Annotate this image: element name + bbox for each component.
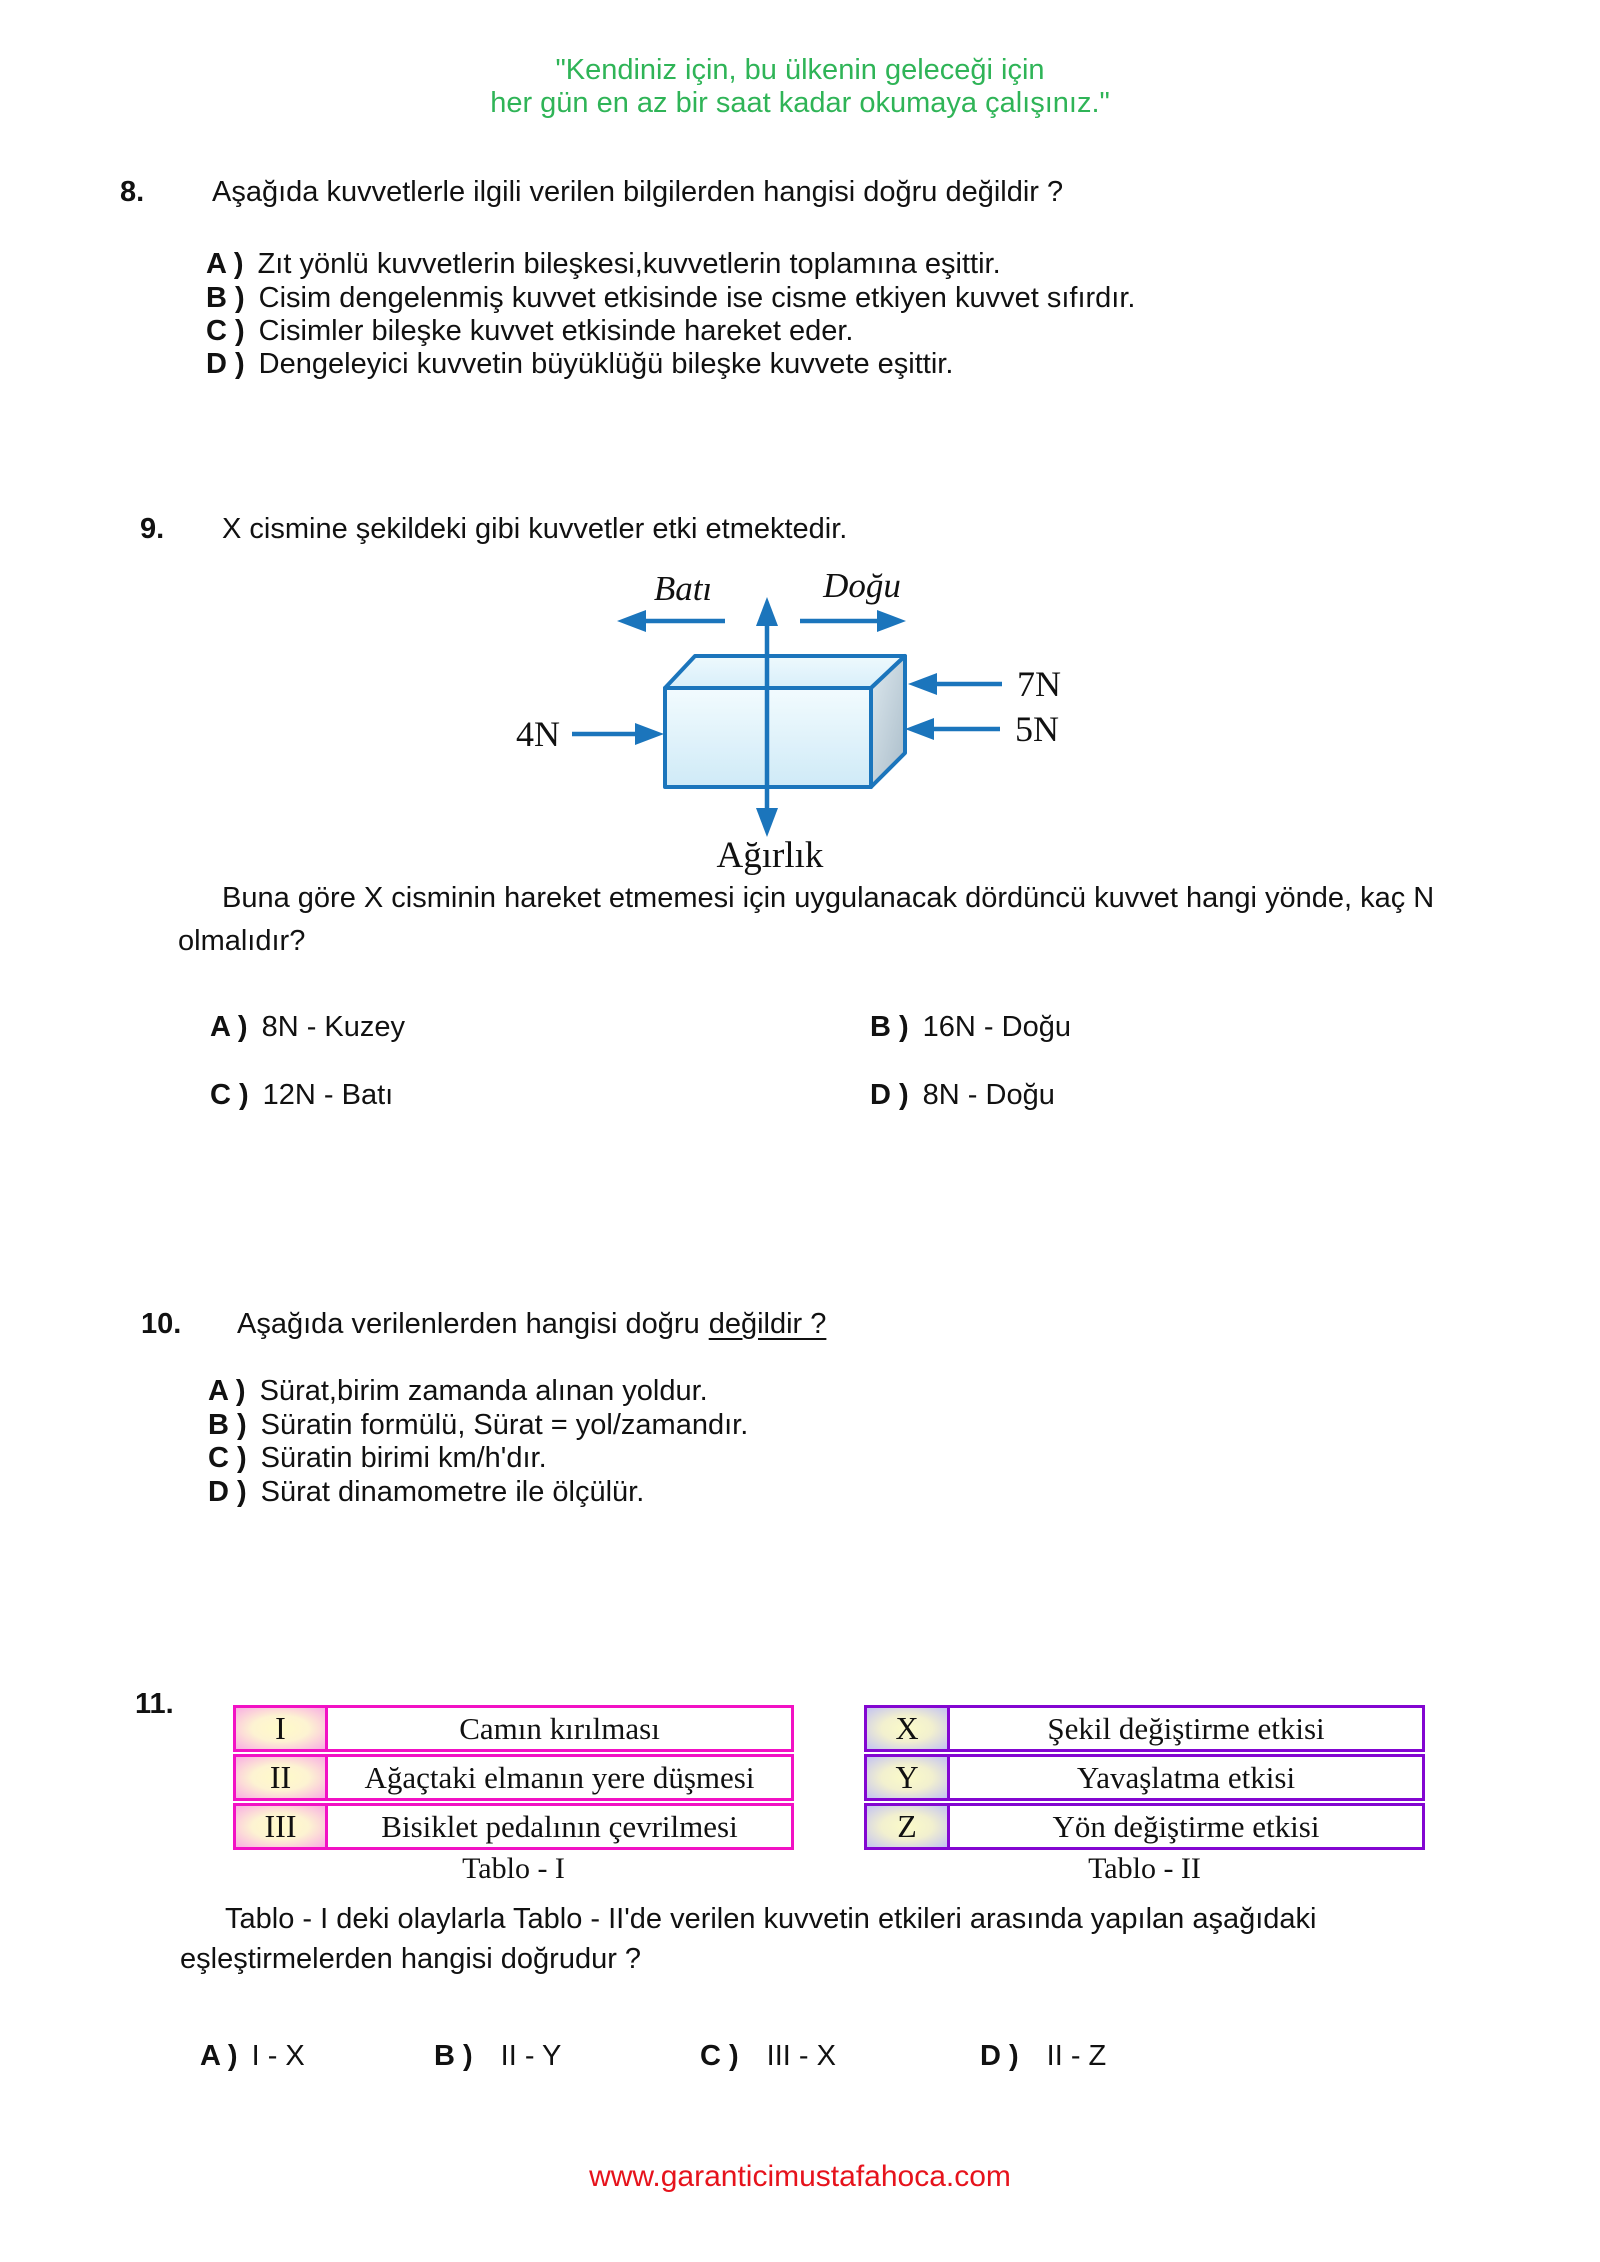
question-10-option-a: [208, 1375, 708, 1408]
question-10-number: 10.: [141, 1308, 182, 1340]
question-11-stem-line1: Tablo - I deki olaylarla Tablo - II'de verilen kuvvetin etkileri arasında yapılan aşağıdaki: [225, 1903, 1317, 1935]
option-text: Sürat dinamometre ile ölçülür.: [260, 1476, 645, 1508]
table-row: [864, 1803, 1425, 1850]
question-8-option-c: [206, 315, 853, 348]
table-key-cell: I: [236, 1708, 328, 1749]
question-10-option-d: [208, 1476, 644, 1509]
option-label: C ): [700, 2040, 739, 2072]
question-8-stem: Aşağıda kuvvetlerle ilgili verilen bilgilerden hangisi doğru değildir ?: [212, 176, 1064, 208]
option-text: 12N - Batı: [262, 1079, 394, 1111]
table-value-cell: Bisiklet pedalının çevrilmesi: [328, 1806, 791, 1847]
force-diagram: [430, 560, 1130, 910]
table-row: [233, 1705, 794, 1752]
option-text: Cisim dengelenmiş kuvvet etkisinde ise cisme etkiyen kuvvet sıfırdır.: [258, 282, 1136, 314]
option-label: A ): [200, 2040, 238, 2072]
question-8-option-b: [206, 282, 1135, 315]
option-label: C ): [206, 315, 245, 347]
force-7n-label: 7N: [1017, 664, 1061, 704]
table-key-cell: III: [236, 1806, 328, 1847]
table-2-caption: Tablo - II: [1088, 1852, 1201, 1885]
option-label: D ): [206, 348, 245, 380]
force-5n-label: 5N: [1015, 709, 1059, 749]
footer-url: www.garanticimustafahoca.com: [589, 2160, 1011, 2193]
option-label: D ): [980, 2040, 1019, 2072]
question-11-option-b: [434, 2040, 561, 2073]
option-text: 8N - Kuzey: [261, 1011, 406, 1043]
quote-line-1: "Kendiniz için, bu ülkenin geleceği için: [555, 54, 1045, 86]
question-9-stem: X cismine şekildeki gibi kuvvetler etki etmektedir.: [222, 513, 848, 545]
option-label: A ): [206, 248, 244, 280]
box-top-face: [665, 656, 905, 688]
option-text: Dengeleyici kuvvetin büyüklüğü bileşke kuvvete eşittir.: [258, 348, 954, 380]
table-row: [864, 1705, 1425, 1752]
question-11-stem-line2: eşleştirmelerden hangisi doğrudur ?: [180, 1943, 642, 1975]
table-key-cell: X: [867, 1708, 950, 1749]
question-10-option-c: [208, 1442, 547, 1475]
question-8-option-d: [206, 348, 953, 381]
question-9-option-d: [870, 1079, 1055, 1112]
question-11-option-c: [700, 2040, 836, 2073]
stem-text: Aşağıda verilenlerden hangisi doğru: [237, 1308, 700, 1340]
east-label: Doğu: [823, 566, 901, 605]
east-arrow: [800, 610, 906, 632]
option-text: 16N - Doğu: [922, 1011, 1071, 1043]
weight-label: Ağırlık: [716, 835, 824, 876]
force-7n-arrow: [908, 673, 1002, 695]
table-row: [233, 1754, 794, 1801]
question-9-stem2-line2: olmalıdır?: [178, 925, 306, 957]
table-value-cell: Yavaşlatma etkisi: [950, 1757, 1422, 1798]
force-5n-arrow: [905, 718, 1000, 740]
table-2: [864, 1705, 1425, 1852]
option-label: D ): [870, 1079, 909, 1111]
table-key-cell: Z: [867, 1806, 950, 1847]
question-9-option-b: [870, 1011, 1071, 1044]
question-9-option-c: [210, 1079, 393, 1112]
option-label: B ): [870, 1011, 909, 1043]
table-value-cell: Yön değiştirme etkisi: [950, 1806, 1422, 1847]
question-11-option-d: [980, 2040, 1106, 2073]
question-11-option-a: [200, 2040, 305, 2073]
option-label: A ): [208, 1375, 246, 1407]
question-9-option-a: [210, 1011, 405, 1044]
stem-underlined-text: değildir ?: [708, 1308, 827, 1340]
question-8-option-a: [206, 248, 1001, 281]
table-row: [864, 1754, 1425, 1801]
table-key-cell: II: [236, 1757, 328, 1798]
option-text: II - Y: [500, 2040, 562, 2072]
force-4n-arrow: [572, 723, 664, 745]
west-label: Batı: [653, 569, 713, 608]
table-key-cell: Y: [867, 1757, 950, 1798]
question-8-number: 8.: [120, 176, 145, 208]
option-text: I - X: [251, 2040, 305, 2072]
question-11-number: 11.: [135, 1688, 174, 1720]
table-value-cell: Camın kırılması: [328, 1708, 791, 1749]
table-value-cell: Ağaçtaki elmanın yere düşmesi: [328, 1757, 791, 1798]
question-9-number: 9.: [140, 513, 165, 545]
table-1: [233, 1705, 794, 1852]
question-9-stem2-line1: Buna göre X cisminin hareket etmemesi için uygulanacak dördüncü kuvvet hangi yönde, kaç N: [222, 882, 1435, 914]
header-quote: [0, 54, 1600, 120]
force-4n-label: 4N: [516, 714, 560, 754]
option-label: D ): [208, 1476, 247, 1508]
option-label: C ): [210, 1079, 249, 1111]
quote-line-2: her gün en az bir saat kadar okumaya çalışınız.": [490, 87, 1110, 119]
table-row: [233, 1803, 794, 1850]
question-10-option-b: [208, 1409, 748, 1442]
west-arrow: [617, 610, 725, 632]
option-text: Zıt yönlü kuvvetlerin bileşkesi,kuvvetlerin toplamına eşittir.: [257, 248, 1001, 280]
option-text: Süratin formülü, Sürat = yol/zamandır.: [260, 1409, 749, 1441]
question-10-stem: [237, 1308, 826, 1341]
table-value-cell: Şekil değiştirme etkisi: [950, 1708, 1422, 1749]
table-1-caption: Tablo - I: [462, 1852, 565, 1885]
option-text: Süratin birimi km/h'dır.: [260, 1442, 547, 1474]
option-label: A ): [210, 1011, 248, 1043]
option-label: B ): [206, 282, 245, 314]
option-label: B ): [434, 2040, 473, 2072]
option-text: III - X: [766, 2040, 836, 2072]
option-label: C ): [208, 1442, 247, 1474]
option-text: 8N - Doğu: [922, 1079, 1055, 1111]
option-label: B ): [208, 1409, 247, 1441]
option-text: Sürat,birim zamanda alınan yoldur.: [259, 1375, 708, 1407]
option-text: II - Z: [1046, 2040, 1107, 2072]
option-text: Cisimler bileşke kuvvet etkisinde hareket eder.: [258, 315, 854, 347]
